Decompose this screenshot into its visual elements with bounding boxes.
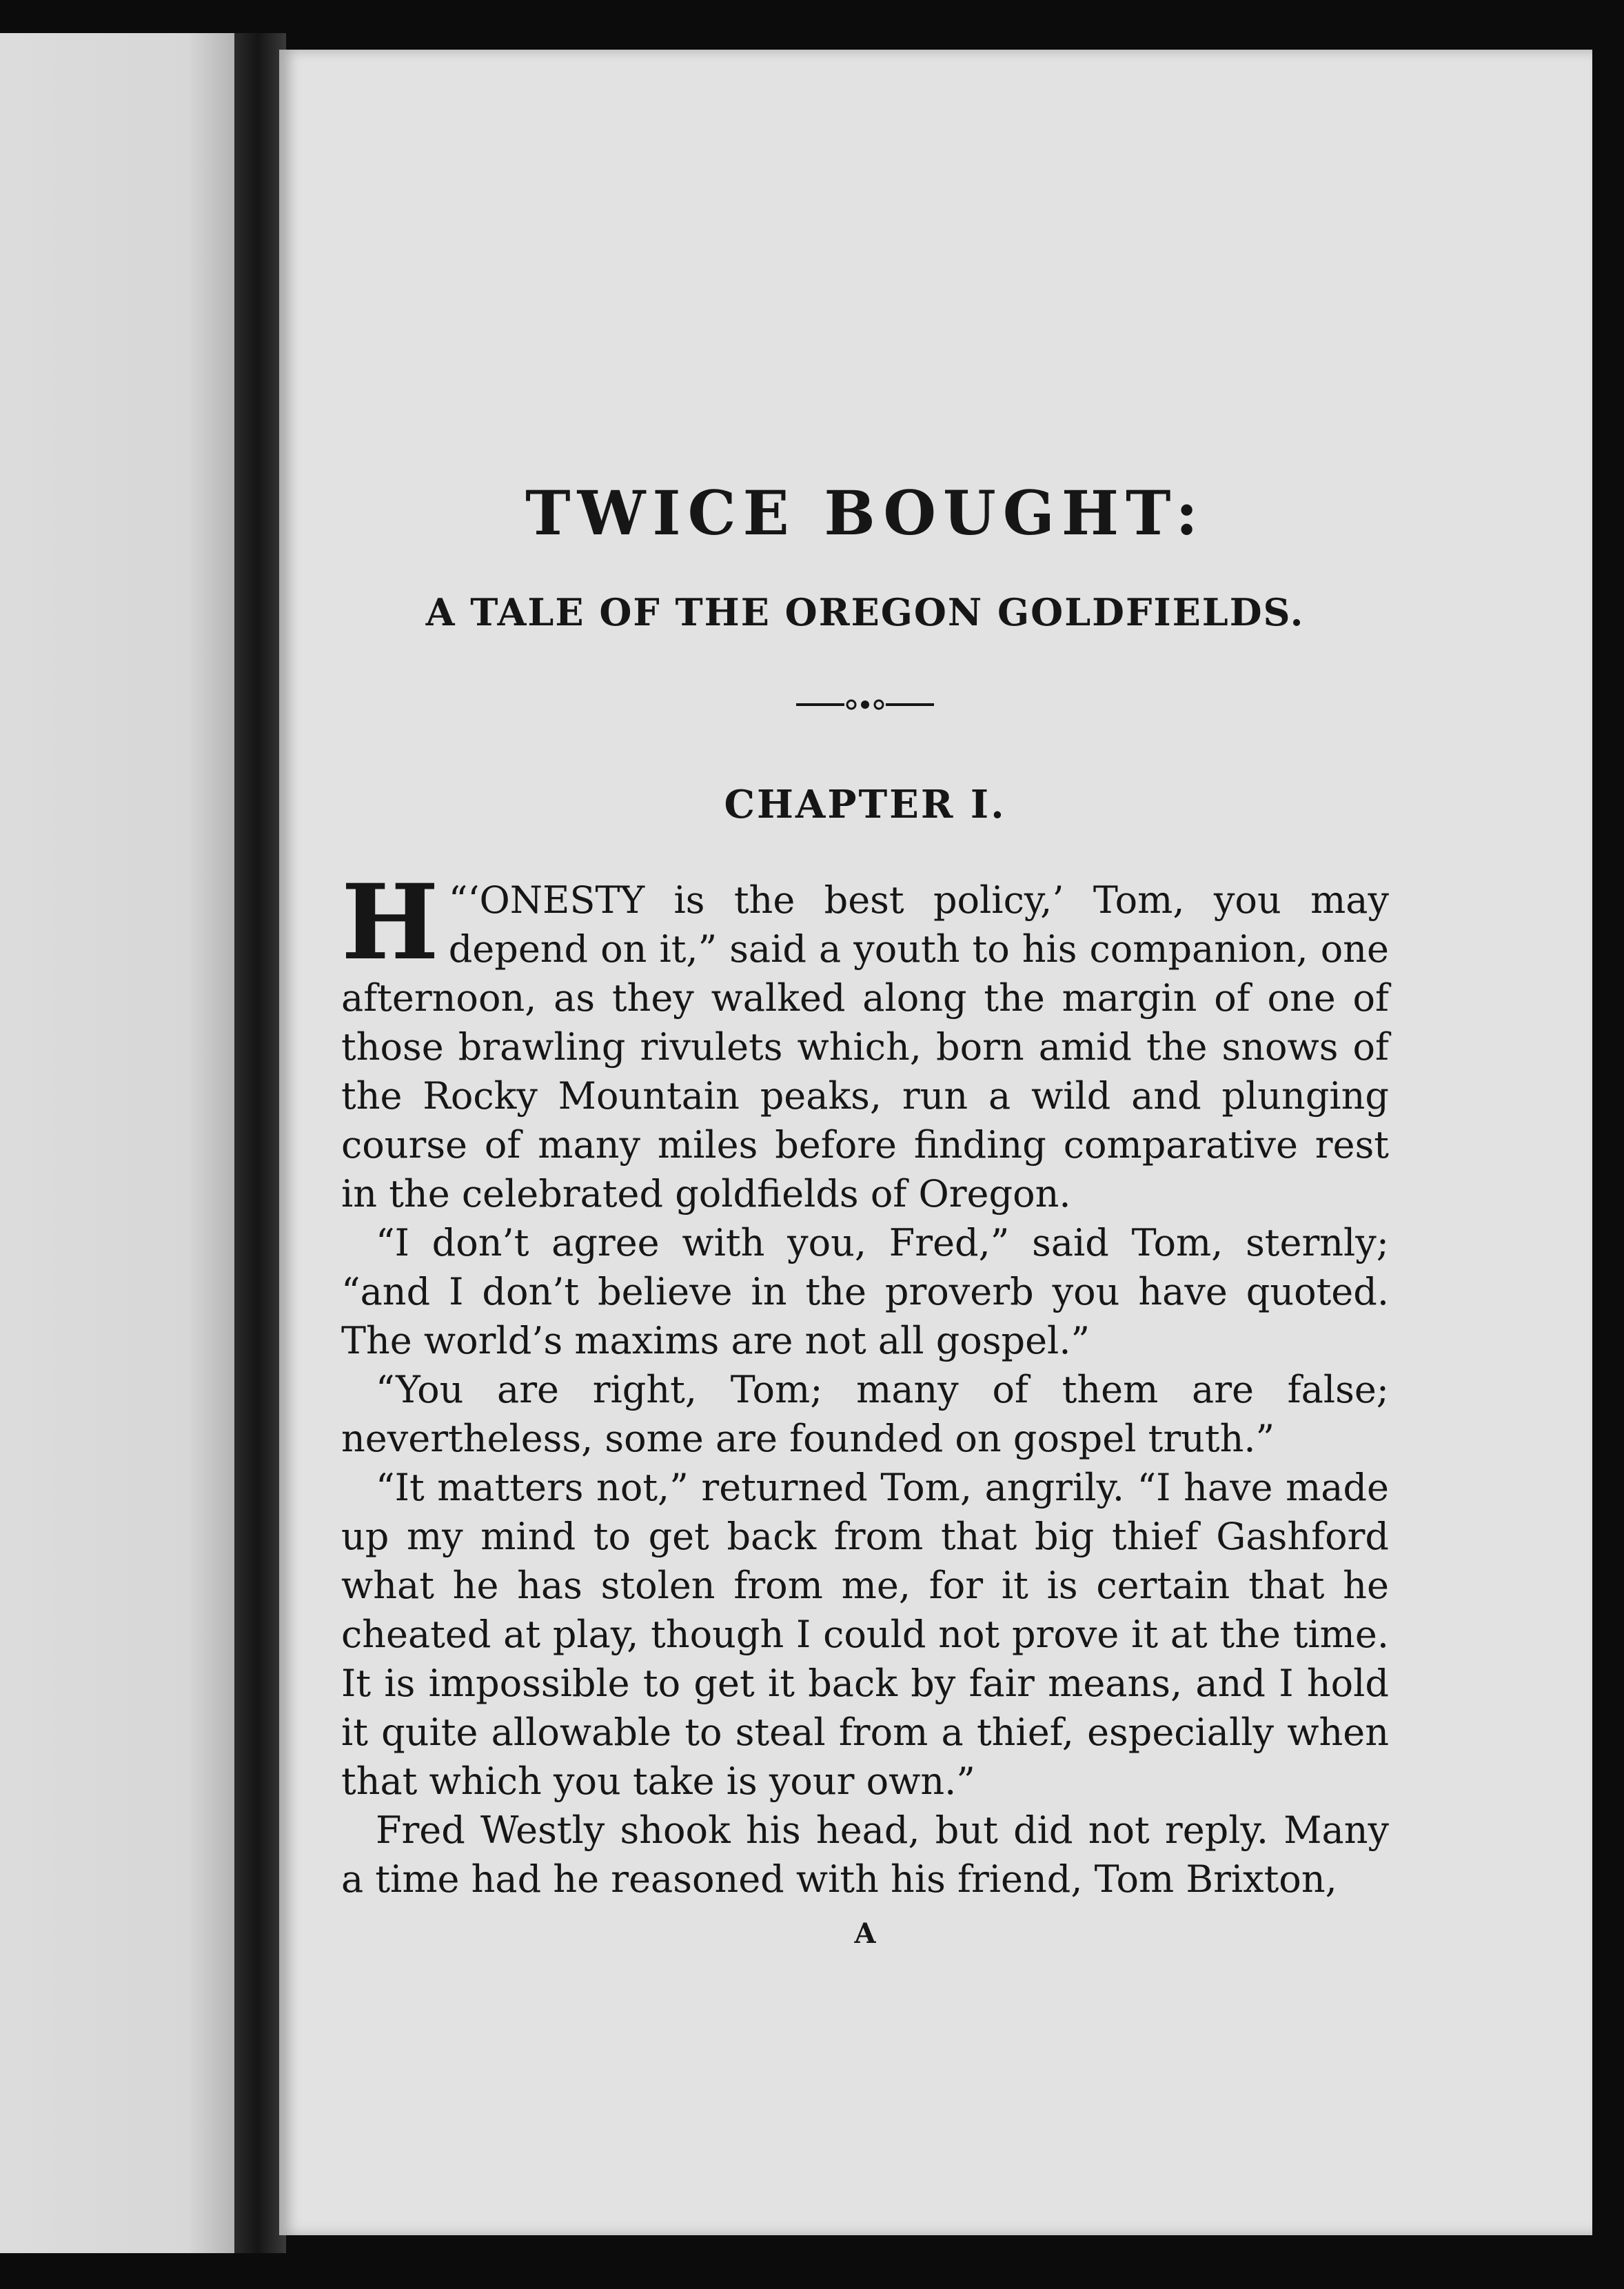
paragraph-1: [341, 862, 1389, 1218]
ornament-divider: [796, 696, 934, 713]
chapter-heading: CHAPTER I.: [724, 782, 1006, 827]
book-subtitle: A TALE OF THE OREGON GOLDFIELDS.: [425, 590, 1305, 634]
book-spine: [234, 33, 286, 2253]
signature-mark: A: [854, 1917, 876, 1950]
left-page: [0, 33, 234, 2253]
drop-cap: H: [341, 862, 439, 983]
page-content: [341, 477, 1389, 1950]
paragraph-2: “I don’t agree with you, Fred,” said Tom, sternly; “and I don’t believe in the proverb you have quoted. The world’s maxims are not all gospel.”: [341, 1221, 1389, 1362]
paragraph-3: “You are right, Tom; many of them are false; nevertheless, some are founded on gospel truth.”: [341, 1368, 1389, 1460]
opening-quote: “‘: [448, 878, 480, 922]
paragraph-5: Fred Westly shook his head, but did not reply. Many a time had he reasoned with his friend, Tom Brixton,: [341, 1808, 1389, 1901]
book-page: [279, 50, 1592, 2235]
paragraph-4: “It matters not,” returned Tom, angrily. “I have made up my mind to get back from that big thief Gashford what he has stolen from me, for it is certain that he cheated at play, though I could not prove it at the time. It is impossible to get it back by fair means, and I hold it quite allowable to steal from a thief, especially when that which you take is your own.”: [341, 1466, 1389, 1803]
paragraph-1-text: ONESTY is the best policy,’ Tom, you may depend on it,” said a youth to his companion, one afternoon, as they walked along the margin of one of those brawling rivulets which, born amid the snows of the Rocky Mountain peaks, run a wild and plunging course of many miles before finding comparative rest in the celebrated goldfields of Oregon.: [341, 878, 1389, 1216]
book-title: TWICE BOUGHT:: [525, 477, 1205, 549]
